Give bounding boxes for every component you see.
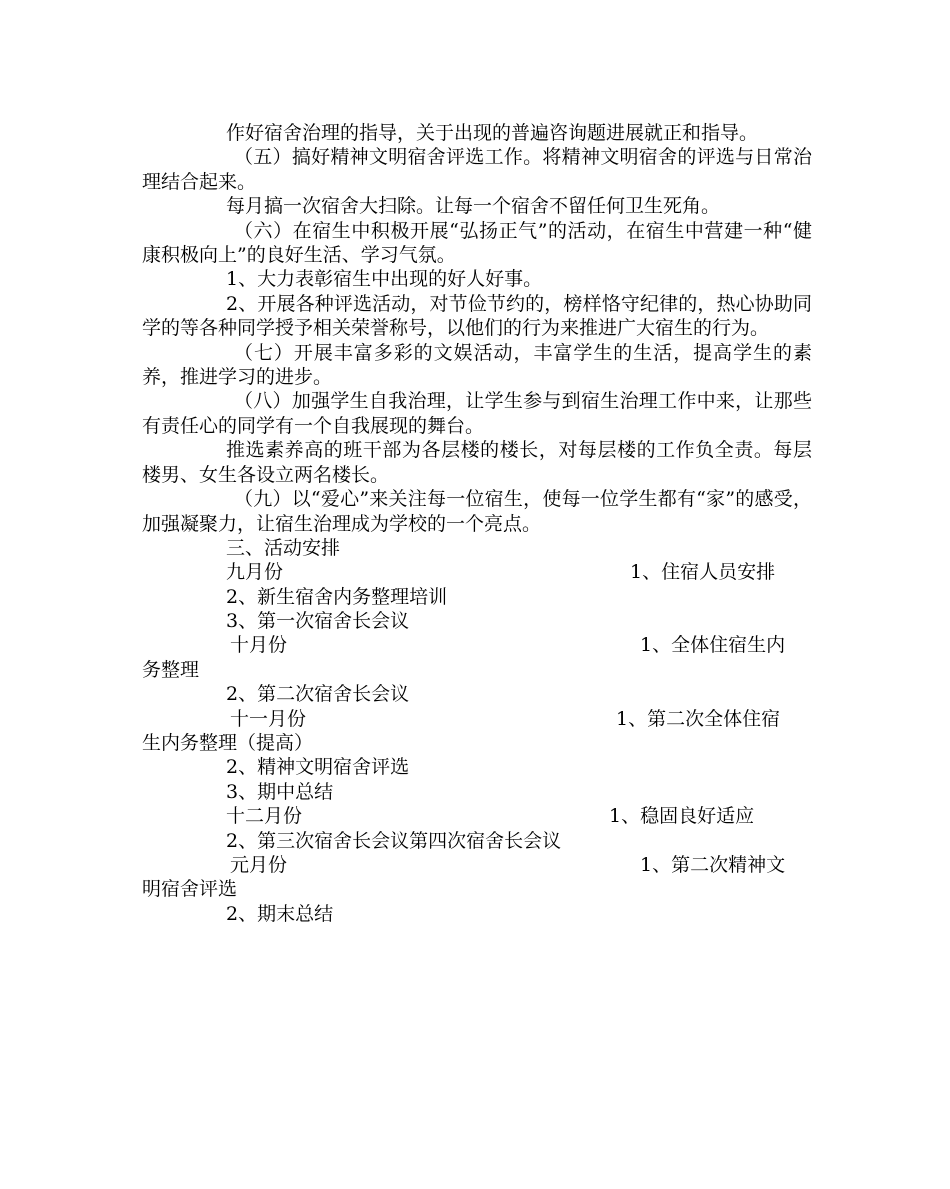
paragraph: 每月搞一次宿舍大扫除。让每一个宿舍不留任何卫生死角。 [226,195,721,218]
paragraph: 1、大力表彰宿生中出现的好人好事。 [226,268,543,291]
paragraph: 作好宿舍治理的指导，关于出现的普遍咨询题进展就正和指导。 [226,122,759,144]
schedule-item: 1、稳固良好适应 [609,805,755,828]
section-heading: 三、活动安排 [226,536,341,559]
paragraph: （九）以“爱心”来关注每一位宿生，使每一位学生都有“家”的感受，加强凝聚力，让宿生治理成为学校的一个亮点。 [142,488,812,535]
document-body [142,121,812,926]
schedule-item-continued: 明宿舍评选 [142,878,238,901]
paragraph: 推选素养高的班干部为各层楼的楼长，对每层楼的工作负全责。每层楼男、女生各设立两名楼长。 [142,439,812,486]
schedule-month: 元月份 [230,854,288,877]
schedule-item: 3、第一次宿舍长会议 [226,610,410,633]
schedule-item: 1、第二次精神文 [640,854,786,877]
schedule-item: 2、新生宿舍内务整理培训 [226,585,448,608]
schedule-october [230,633,812,657]
schedule-item: 2、第三次宿舍长会议第四次宿舍长会议 [226,829,562,852]
paragraph: （七）开展丰富多彩的文娱活动，丰富学生的生活，提高学生的素养，推进学习的进步。 [142,341,812,389]
paragraph: （八）加强学生自我治理，让学生参与到宿生治理工作中来，让那些有责任心的同学有一个自我展现的舞台。 [142,390,812,437]
schedule-item: 3、期中总结 [226,780,334,803]
schedule-item: 1、第二次全体住宿 [616,707,781,730]
schedule-item-continued: 生内务整理（提高） [142,732,314,755]
paragraph: （五）搞好精神文明宿舍评选工作。将精神文明宿舍的评选与日常治理结合起来。 [142,146,812,193]
schedule-item: 2、精神文明宿舍评选 [226,756,410,779]
schedule-month: 九月份 [226,561,284,584]
paragraph: （六）在宿生中积极开展“弘扬正气”的活动，在宿生中营建一种“健康积极向上”的良好生活、学习气氛。 [142,219,812,267]
schedule-january [230,853,812,877]
schedule-item: 2、第二次宿舍长会议 [226,683,410,706]
schedule-item: 1、全体住宿生内 [640,634,786,657]
schedule-item-continued: 务整理 [142,658,200,681]
schedule-december [226,804,812,828]
schedule-item: 1、住宿人员安排 [630,561,776,584]
paragraph: 2、开展各种评选活动，对节俭节约的，榜样恪守纪律的，热心协助同学的等各种同学授予相关荣誉称号，以他们的行为来推进广大宿生的行为。 [142,292,812,340]
schedule-september [226,560,812,584]
schedule-item: 2、期末总结 [226,902,334,925]
schedule-november [230,707,812,731]
schedule-month: 十一月份 [230,707,307,730]
schedule-month: 十二月份 [226,805,303,828]
schedule-month: 十月份 [230,634,288,657]
